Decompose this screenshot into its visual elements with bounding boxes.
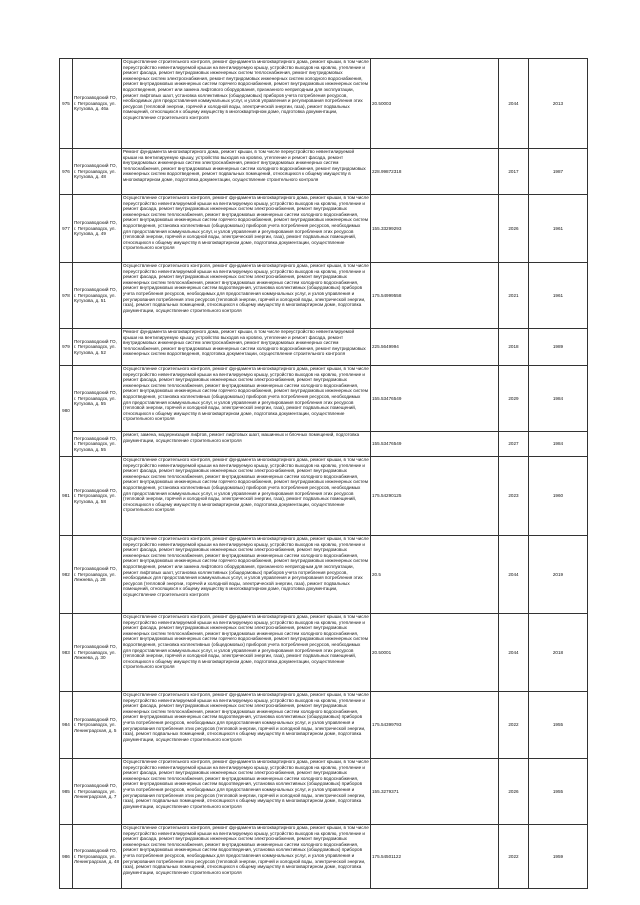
address-cell: Петрозаводский ГО, г. Петрозаводск, ул. Лежнева, д. 28 bbox=[73, 536, 122, 614]
works-cell: Осуществление строительного контроля, ремонт фундамента многоквартирного дома, ремонт крыши, в том числе переустройство невентилируемой крыши на вентилируемую крышу, устройство выходов на кровлю, утепление и ремонт фасада, ремонт внутридомовых инженерных систем электроснабжения, ремонт внутридомовых инженерных систем теплоснабжения, ремонт внутридомовых инженерных систем холодного водоснабжения, ремонт внутридомовых инженерных систем водоотведения, установка коллективных (общедомовых) приборов учета потребления ресурсов, необходимых для предоставления коммунальных услуг, и узлов управления и регулирования потребления этих ресурсов (тепловой энергии, горячей и холодной воды, электрической энергии, газа), ремонт подвальных помещений, относящихся к общему имуществу в многоквартирном доме, подготовка документации, осуществление строительного контроля bbox=[122, 692, 371, 759]
address-cell: Петрозаводский ГО, г. Петрозаводск, ул. Кутузова, д. 51 bbox=[73, 263, 122, 329]
address-cell: Петрозаводский ГО, г. Петрозаводск, ул. Ленинградская, д. 5 bbox=[73, 692, 122, 759]
table-row bbox=[60, 536, 588, 614]
works-cell: ремонт, замена, модернизация лифтов, ремонт лифтовых шахт, машинных и блочных помещений, подготовка документации, осуществление строительного контроля bbox=[122, 432, 371, 457]
row-number: 975 bbox=[60, 59, 73, 149]
cost-cell: 225.5649994 bbox=[371, 329, 499, 366]
address-cell: Петрозаводский ГО, г. Петрозаводск, ул. Кутузова, д. 48 bbox=[73, 149, 122, 195]
plan-year-cell: 2044 bbox=[499, 59, 529, 149]
plan-year-cell: 2022 bbox=[499, 692, 529, 759]
address-cell: Петрозаводский ГО, г. Петрозаводск, ул. Кутузова, д. 58 bbox=[73, 457, 122, 536]
build-year-cell: 1955 bbox=[529, 759, 588, 825]
cost-cell: 175.54290125 bbox=[371, 457, 499, 536]
table-row bbox=[60, 195, 588, 263]
cost-cell: 175.54999558 bbox=[371, 263, 499, 329]
table-body bbox=[60, 59, 588, 889]
row-number: 980 bbox=[60, 366, 73, 457]
build-year-cell: 1984 bbox=[529, 366, 588, 432]
plan-year-cell: 2029 bbox=[499, 366, 529, 432]
works-cell: Ремонт фундамента многоквартирного дома, ремонт крыши, в том числе переустройство невентилируемой крыши на вентилируемую крышу, устройство выходов на кровлю, утепление и ремонт фасада, ремонт внутридомовых инженерных систем электроснабжения, ремонт внутридомовых инженерных систем теплоснабжения, ремонт внутридомовых инженерных систем холодного водоснабжения, ремонт внутридомовых инженерных систем водоотведения, ремонт подвальных помещений, относящихся к общему имуществу в многоквартирном доме, подготовка документации, осуществление строительного контроля bbox=[122, 149, 371, 195]
capital-repair-table bbox=[59, 58, 588, 889]
build-year-cell: 2013 bbox=[529, 59, 588, 149]
table-row bbox=[60, 263, 588, 329]
table-row bbox=[60, 432, 588, 457]
cost-cell: 175.54501122 bbox=[371, 825, 499, 889]
address-cell: Петрозаводский ГО, г. Петрозаводск, ул. Кутузова, д. 49 bbox=[73, 195, 122, 263]
works-cell: Осуществление строительного контроля, ремонт фундамента многоквартирного дома, ремонт крыши, в том числе переустройство невентилируемой крыши на вентилируемую крышу, устройство выходов на кровлю, утепление и ремонт фасада, ремонт внутридомовых инженерных систем электроснабжения, ремонт внутридомовых инженерных систем теплоснабжения, ремонт внутридомовых инженерных систем холодного водоснабжения, ремонт внутридомовых инженерных систем водоотведения, установка коллективных (общедомовых) приборов учета потребления ресурсов, необходимых для предоставления коммунальных услуг, и узлов управления и регулирования потребления этих ресурсов (тепловой энергии, горячей и холодной воды, электрической энергии, газа), ремонт подвальных помещений, относящихся к общему имуществу в многоквартирном доме, подготовка документации, осуществление строительного контроля bbox=[122, 263, 371, 329]
plan-year-cell: 2026 bbox=[499, 195, 529, 263]
cost-cell: 20.50001 bbox=[371, 614, 499, 692]
cost-cell: 155.33299293 bbox=[371, 195, 499, 263]
address-cell: Петрозаводский ГО, г. Петрозаводск, ул. Лежнева, д. 30 bbox=[73, 614, 122, 692]
build-year-cell: 1959 bbox=[529, 825, 588, 889]
plan-year-cell: 2018 bbox=[499, 329, 529, 366]
cost-cell: 228.99872318 bbox=[371, 149, 499, 195]
build-year-cell: 2018 bbox=[529, 614, 588, 692]
table-row bbox=[60, 825, 588, 889]
works-cell: Осуществление строительного контроля, ремонт фундамента многоквартирного дома, ремонт крыши, в том числе переустройство невентилируемой крыши на вентилируемую крышу, устройство выходов на кровлю, утепление и ремонт фасада, ремонт внутридомовых инженерных систем электроснабжения, ремонт внутридомовых инженерных систем теплоснабжения, ремонт внутридомовых инженерных систем холодного водоснабжения, ремонт внутридомовых инженерных систем водоотведения, установка коллективных (общедомовых) приборов учета потребления ресурсов, необходимых для предоставления коммунальных услуг, и узлов управления и регулирования потребления этих ресурсов (тепловой энергии, горячей и холодной воды, электрической энергии, газа), ремонт подвальных помещений, относящихся к общему имуществу в многоквартирном доме, подготовка документации, осуществление строительного контроля bbox=[122, 825, 371, 889]
works-cell: Осуществление строительного контроля, ремонт фундамента многоквартирного дома, ремонт крыши, в том числе переустройство невентилируемой крыши на вентилируемую крышу, устройство выходов на кровлю, утепление и ремонт фасада, ремонт внутридомовых инженерных систем электроснабжения, ремонт внутридомовых инженерных систем теплоснабжения, ремонт внутридомовых инженерных систем холодного водоснабжения, ремонт внутридомовых инженерных систем горячего водоснабжения, ремонт внутридомовых инженерных систем водоотведения, ремонт или замена лифтового оборудования, признанного непригодным для эксплуатации, ремонт лифтовых шахт, установка коллективных (общедомовых) приборов учета потребления ресурсов, необходимых для предоставления коммунальных услуг, и узлов управления и регулирования потребления этих ресурсов (тепловой энергии, горячей и холодной воды, электрической энергии, газа), ремонт подвальных помещений, относящихся к общему имуществу в многоквартирном доме, подготовка документации, осуществление строительного контроля bbox=[122, 536, 371, 614]
works-cell: Осуществление строительного контроля, ремонт фундамента многоквартирного дома, ремонт крыши, в том числе переустройство невентилируемой крыши на вентилируемую крышу, устройство выходов на кровлю, утепление и ремонт фасада, ремонт внутридомовых инженерных систем электроснабжения, ремонт внутридомовых инженерных систем теплоснабжения, ремонт внутридомовых инженерных систем холодного водоснабжения, ремонт внутридомовых инженерных систем горячего водоснабжения, ремонт внутридомовых инженерных систем водоотведения, установка коллективных (общедомовых) приборов учета потребления ресурсов, необходимых для предоставления коммунальных услуг, и узлов управления и регулирования потребления этих ресурсов (тепловой энергии, горячей и холодной воды, электрической энергии, газа), ремонт подвальных помещений, относящихся к общему имуществу в многоквартирном доме, подготовка документации, осуществление строительного контроля bbox=[122, 457, 371, 536]
plan-year-cell: 2044 bbox=[499, 536, 529, 614]
plan-year-cell: 2017 bbox=[499, 149, 529, 195]
works-cell: Осуществление строительного контроля, ремонт фундамента многоквартирного дома, ремонт крыши, в том числе переустройство невентилируемой крыши на вентилируемую крышу, устройство выходов на кровлю, утепление и ремонт фасада, ремонт внутридомовых инженерных систем электроснабжения, ремонт внутридомовых инженерных систем теплоснабжения, ремонт внутридомовых инженерных систем холодного водоснабжения, ремонт внутридомовых инженерных систем горячего водоснабжения, ремонт внутридомовых инженерных систем водоотведения, установка коллективных (общедомовых) приборов учета потребления ресурсов, необходимых для предоставления коммунальных услуг, и узлов управления и регулирования потребления этих ресурсов (тепловой энергии, горячей и холодной воды, электрической энергии, газа), ремонт подвальных помещений, относящихся к общему имуществу в многоквартирном доме, подготовка документации, осуществление строительного контроля bbox=[122, 614, 371, 692]
table-row bbox=[60, 457, 588, 536]
table-row bbox=[60, 59, 588, 149]
address-cell: Петрозаводский ГО, г. Петрозаводск, ул. Кутузова, д. 55 bbox=[73, 432, 122, 457]
cost-cell: 155.53476549 bbox=[371, 366, 499, 432]
row-number: 976 bbox=[60, 149, 73, 195]
address-cell: Петрозаводский ГО, г. Петрозаводск, ул. Кутузова, д. 52 bbox=[73, 329, 122, 366]
build-year-cell: 1989 bbox=[529, 329, 588, 366]
row-number: 982 bbox=[60, 536, 73, 614]
works-cell: Осуществление строительного контроля, ремонт фундамента многоквартирного дома, ремонт крыши, в том числе переустройство невентилируемой крыши на вентилируемую крышу, устройство выходов на кровлю, утепление и ремонт фасада, ремонт внутридомовых инженерных систем электроснабжения, ремонт внутридомовых инженерных систем теплоснабжения, ремонт внутридомовых инженерных систем холодного водоснабжения, ремонт внутридомовых инженерных систем водоотведения, установка коллективных (общедомовых) приборов учета потребления ресурсов, необходимых для предоставления коммунальных услуг, и узлов управления и регулирования потребления этих ресурсов (тепловой энергии, горячей и холодной воды, электрической энергии, газа), ремонт подвальных помещений, относящихся к общему имуществу в многоквартирном доме, подготовка документации, осуществление строительного контроля bbox=[122, 759, 371, 825]
plan-year-cell: 2021 bbox=[499, 263, 529, 329]
build-year-cell: 1960 bbox=[529, 457, 588, 536]
cost-cell: 155.3279371 bbox=[371, 759, 499, 825]
row-number: 986 bbox=[60, 825, 73, 889]
build-year-cell: 1961 bbox=[529, 263, 588, 329]
table-row bbox=[60, 149, 588, 195]
build-year-cell: 1961 bbox=[529, 195, 588, 263]
plan-year-cell: 2027 bbox=[499, 432, 529, 457]
cost-cell: 175.54399793 bbox=[371, 692, 499, 759]
plan-year-cell: 2044 bbox=[499, 614, 529, 692]
cost-cell: 20.5 bbox=[371, 536, 499, 614]
table-row bbox=[60, 614, 588, 692]
cost-cell: 20.50003 bbox=[371, 59, 499, 149]
row-number: 981 bbox=[60, 457, 73, 536]
row-number: 979 bbox=[60, 329, 73, 366]
row-number: 977 bbox=[60, 195, 73, 263]
plan-year-cell: 2023 bbox=[499, 457, 529, 536]
address-cell: Петрозаводский ГО, г. Петрозаводск, ул. Кутузова, д. 46а bbox=[73, 59, 122, 149]
works-cell: Осуществление строительного контроля, ремонт фундамента многоквартирного дома, ремонт крыши, в том числе переустройство невентилируемой крыши на вентилируемую крышу, устройство выходов на кровлю, утепление и ремонт фасада, ремонт внутридомовых инженерных систем электроснабжения, ремонт внутридомовых инженерных систем теплоснабжения, ремонт внутридомовых инженерных систем холодного водоснабжения, ремонт внутридомовых инженерных систем горячего водоснабжения, ремонт внутридомовых инженерных систем водоотведения, установка коллективных (общедомовых) приборов учета потребления ресурсов, необходимых для предоставления коммунальных услуг, и узлов управления и регулирования потребления этих ресурсов (тепловой энергии, горячей и холодной воды, электрической энергии, газа), ремонт подвальных помещений, относящихся к общему имуществу в многоквартирном доме, подготовка документации, осуществление строительного контроля bbox=[122, 366, 371, 432]
build-year-cell: 1955 bbox=[529, 692, 588, 759]
plan-year-cell: 2022 bbox=[499, 825, 529, 889]
works-cell: Осуществление строительного контроля, ремонт фундамента многоквартирного дома, ремонт крыши, в том числе переустройство невентилируемой крыши на вентилируемую крышу, устройство выходов на кровлю, утепление и ремонт фасада, ремонт внутридомовых инженерных систем электроснабжения, ремонт внутридомовых инженерных систем теплоснабжения, ремонт внутридомовых инженерных систем холодного водоснабжения, ремонт внутридомовых инженерных систем горячего водоснабжения, ремонт внутридомовых инженерных систем водоотведения, установка коллективных (общедомовых) приборов учета потребления ресурсов, необходимых для предоставления коммунальных услуг, и узлов управления и регулирования потребления этих ресурсов (тепловой энергии, горячей и холодной воды, электрической энергии, газа), ремонт подвальных помещений, относящихся к общему имуществу в многоквартирном доме, подготовка документации, осуществление строительного контроля bbox=[122, 195, 371, 263]
row-number: 978 bbox=[60, 263, 73, 329]
row-number: 984 bbox=[60, 692, 73, 759]
build-year-cell: 1987 bbox=[529, 149, 588, 195]
address-cell: Петрозаводский ГО, г. Петрозаводск, ул. Кутузова, д. 55 bbox=[73, 366, 122, 432]
works-cell: Осуществление строительного контроля, ремонт фундамента многоквартирного дома, ремонт крыши, в том числе переустройство невентилируемой крыши на вентилируемую крышу, устройство выходов на кровлю, утепление и ремонт фасада, ремонт внутридомовых инженерных систем теплоснабжения, ремонт внутридомовых инженерных систем электроснабжения, ремонт внутридомовых инженерных систем холодного водоснабжения, ремонт внутридомовых инженерных систем горячего водоснабжения, ремонт внутридомовых инженерных систем водоотведения, ремонт или замена лифтового оборудования, признанного непригодным для эксплуатации, ремонт лифтовых шахт, установка коллективных (общедомовых) приборов учета потребления ресурсов, необходимых для предоставления коммунальных услуг, и узлов управления и регулирования потребления этих ресурсов (тепловой энергии, горячей и холодной воды, электрической энергии, газа), ремонт подвальных помещений, относящихся к общему имуществу в многоквартирном доме, подготовка документации, осуществление строительного контроля bbox=[122, 59, 371, 149]
table-row bbox=[60, 759, 588, 825]
table-row bbox=[60, 692, 588, 759]
build-year-cell: 2019 bbox=[529, 536, 588, 614]
cost-cell: 155.53476549 bbox=[371, 432, 499, 457]
build-year-cell: 1984 bbox=[529, 432, 588, 457]
address-cell: Петрозаводский ГО, г. Петрозаводск, ул. Ленинградская, д. 48 bbox=[73, 825, 122, 889]
plan-year-cell: 2026 bbox=[499, 759, 529, 825]
row-number: 985 bbox=[60, 759, 73, 825]
table-row bbox=[60, 329, 588, 366]
address-cell: Петрозаводский ГО, г. Петрозаводск, ул. Ленинградская, д. 7 bbox=[73, 759, 122, 825]
works-cell: Ремонт фундамента многоквартирного дома, ремонт крыши, в том числе переустройство невентилируемой крыши на вентилируемую крышу, устройство выходов на кровлю, утепление и ремонт фасада, ремонт внутридомовых инженерных систем электроснабжения, ремонт внутридомовых инженерных систем теплоснабжения, ремонт внутридомовых инженерных систем холодного водоснабжения, ремонт внутридомовых инженерных систем водоотведения, подготовка документации, осуществление строительного контроля bbox=[122, 329, 371, 366]
row-number: 983 bbox=[60, 614, 73, 692]
table-row bbox=[60, 366, 588, 432]
